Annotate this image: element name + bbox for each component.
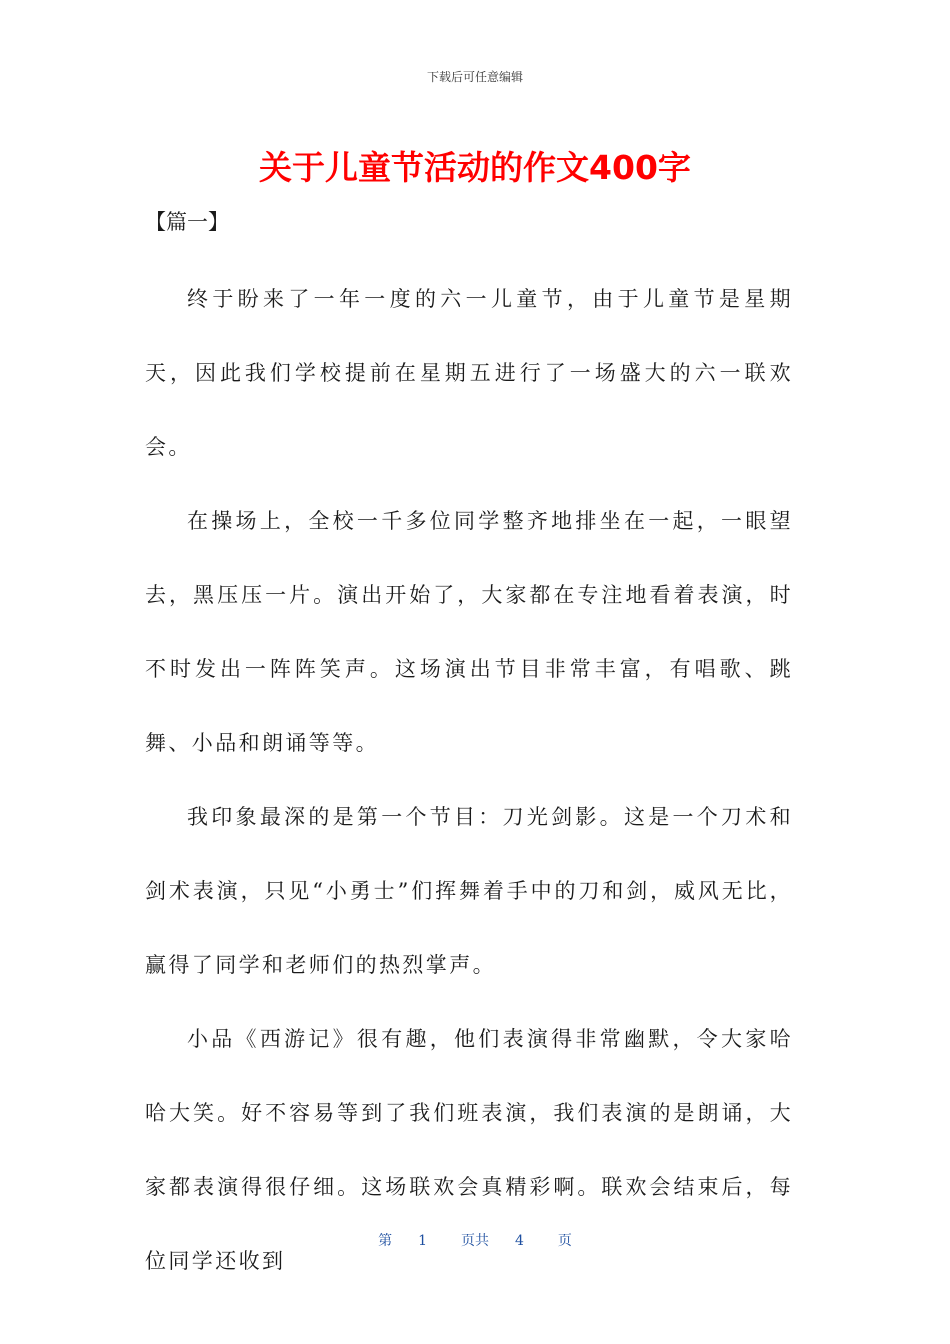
footer-page-middle: 页共	[461, 1233, 489, 1249]
paragraph-3: 我印象最深的是第一个节目：刀光剑影。这是一个刀术和剑术表演，只见“小勇士”们挥舞着手中的刀和剑，威风无比，赢得了同学和老师们的热烈掌声。	[145, 805, 793, 977]
section-label: 【篇一】	[145, 210, 229, 234]
paragraph-2: 在操场上，全校一千多位同学整齐地排坐在一起，一眼望去，黑压压一片。演出开始了，大家都在专注地看着表演，时不时发出一阵阵笑声。这场演出节目非常丰富，有唱歌、跳舞、小品和朗诵等等。	[145, 509, 793, 755]
footer-total-pages: 4	[515, 1233, 524, 1249]
footer-page-prefix: 第	[378, 1233, 393, 1249]
document-title: 关于儿童节活动的作文400字	[259, 148, 691, 187]
footer-page-suffix: 页	[557, 1233, 572, 1249]
paragraph-1: 终于盼来了一年一度的六一儿童节，由于儿童节是星期天，因此我们学校提前在星期五进行了一场盛大的六一联欢会。	[145, 287, 793, 459]
header-note: 下载后可任意编辑	[426, 70, 523, 84]
page-footer	[0, 1230, 950, 1250]
footer-current-page: 1	[418, 1233, 427, 1249]
essay-body	[145, 262, 793, 1298]
paragraph-4: 小品《西游记》很有趣，他们表演得非常幽默，令大家哈哈大笑。好不容易等到了我们班表演，我们表演的是朗诵，大家都表演得很仔细。这场联欢会真精彩啊。联欢会结束后，每位同学还收到	[145, 1027, 793, 1273]
